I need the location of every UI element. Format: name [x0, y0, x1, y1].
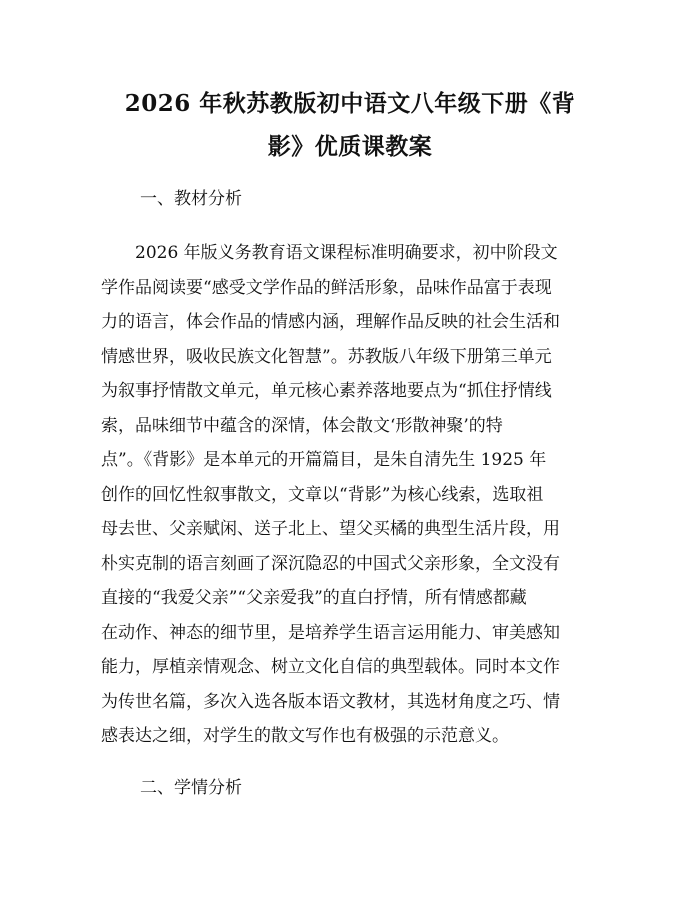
- paragraph-line: 2026 年版义务教育语文课程标准明确要求，初中阶段文: [101, 243, 558, 263]
- paragraph-line: 直接的“我爱父亲”“父亲爱我”的直白抒情，所有情感都藏: [101, 588, 527, 608]
- title-line: 2026 年秋苏教版初中语文八年级下册《背: [124, 90, 576, 117]
- section-paragraph: [101, 236, 621, 754]
- paragraph-line: 创作的回忆性叙事散文，文章以“背影”为核心线索，选取祖: [101, 484, 544, 505]
- document-title: [100, 82, 600, 168]
- paragraph-line: 母去世、父亲赋闲、送子北上、望父买橘的典型生活片段，用: [101, 519, 560, 539]
- paragraph-line: 学作品阅读要“感受文学作品的鲜活形象，品味作品富于表现: [101, 277, 552, 298]
- paragraph-line: 为叙事抒情散文单元，单元核心素养落地要点为“抓住抒情线: [101, 381, 552, 401]
- paragraph-line: 情感世界，吸收民族文化智慧”。苏教版八年级下册第三单元: [101, 346, 552, 367]
- paragraph-line: 在动作、神态的细节里，是培养学生语言运用能力、审美感知: [101, 622, 560, 643]
- section-heading-textbook-analysis: 一、教材分析: [140, 189, 242, 209]
- paragraph-line: 朴实克制的语言刻画了深沉隐忍的中国式父亲形象，全文没有: [101, 553, 560, 574]
- paragraph-line: 点”。《背影》是本单元的开篇篇目，是朱自清先生 1925 年: [101, 450, 547, 470]
- paragraph-line: 为传世名篇，多次入选各版本语文教材，其选材角度之巧、情: [101, 691, 560, 712]
- title-line: 影》优质课教案: [267, 133, 433, 160]
- section-heading-learner-analysis: 二、学情分析: [140, 778, 242, 798]
- paragraph-line: 力的语言，体会作品的情感内涵，理解作品反映的社会生活和: [101, 312, 560, 332]
- paragraph-line: 能力，厚植亲情观念、树立文化自信的典型载体。同时本文作: [101, 657, 560, 677]
- paragraph-line: 索，品味细节中蕴含的深情，体会散文‘形散神聚’的特: [101, 415, 503, 436]
- paragraph-line: 感表达之细，对学生的散文写作也有极强的示范意义。: [101, 726, 509, 746]
